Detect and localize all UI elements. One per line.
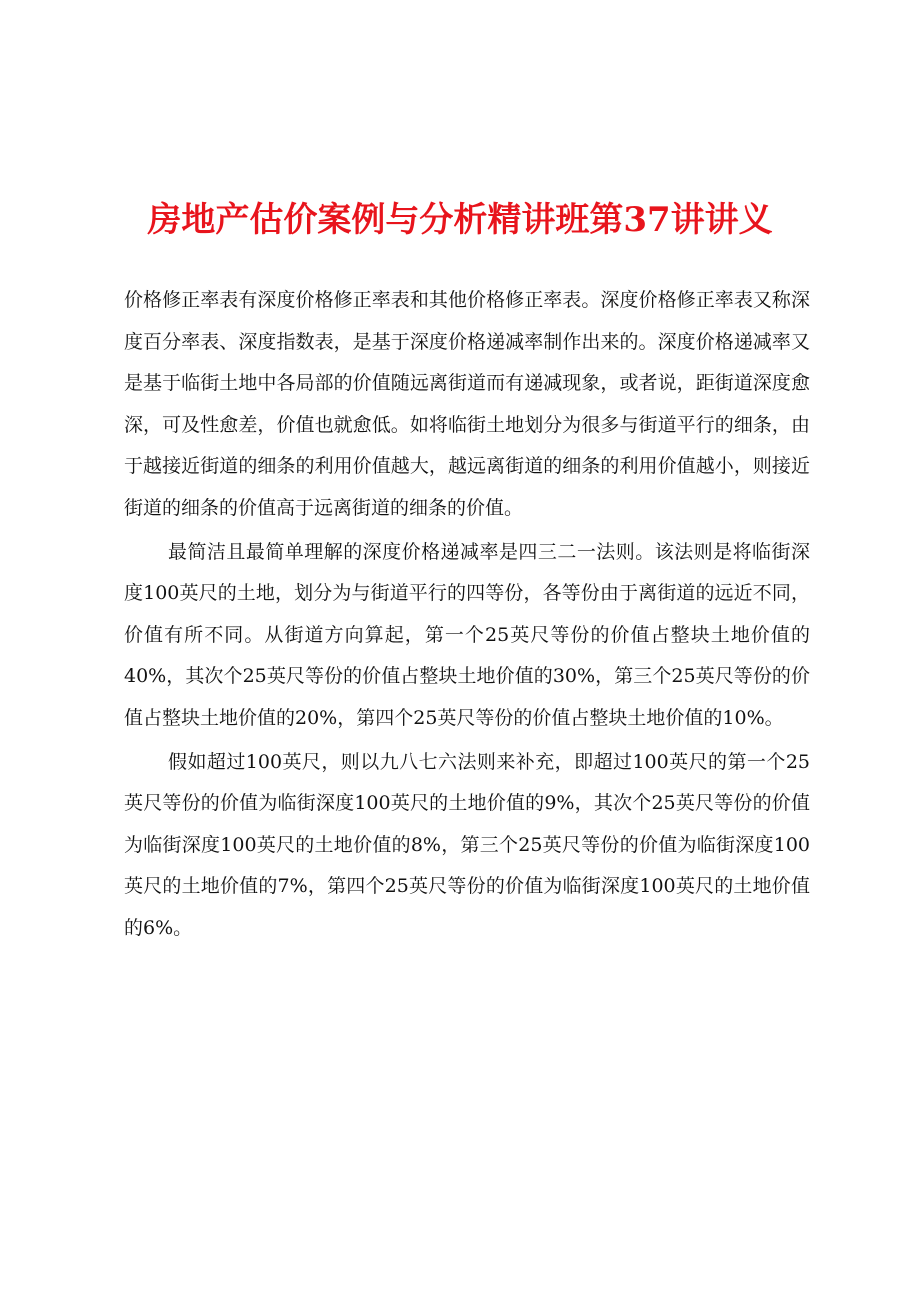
document-title: 房地产估价案例与分析精讲班第37讲讲义	[147, 200, 773, 240]
paragraph-9876-rule: 假如超过100英尺，则以九八七六法则来补充，即超过100英尺的第一个25英尺等份的价值为临街深度100英尺的土地价值的9%，其次个25英尺等份的价值为临街深度100英尺的土地价值的8%，第三个25英尺等份的价值为临街深度100英尺的土地价值的7%，第四个25英尺等份的价值为临街深度100英尺的土地价值的6%。	[124, 750, 810, 939]
paragraph-depth-price-table: 价格修正率表有深度价格修正率表和其他价格修正率表。深度价格修正率表又称深度百分率表、深度指数表，是基于深度价格递减率制作出来的。深度价格递减率又是基于临街土地中各局部的价值随远离街道而有递减现象，或者说，距街道深度愈深，可及性愈差，价值也就愈低。如将临街土地划分为很多与街道平行的细条，由于越接近街道的细条的利用价值越大，越远离街道的细条的利用价值越小，则接近街道的细条的价值高于远离街道的细条的价值。	[124, 289, 810, 519]
paragraph-4321-rule: 最简洁且最简单理解的深度价格递减率是四三二一法则。该法则是将临街深度100英尺的土地，划分为与街道平行的四等份，各等份由于离街道的远近不同，价值有所不同。从街道方向算起，第一个25英尺等份的价值占整块土地价值的40%，其次个25英尺等份的价值占整块土地价值的30%，第三个25英尺等份的价值占整块土地价值的20%，第四个25英尺等份的价值占整块土地价值的10%。	[124, 540, 810, 729]
document-body	[124, 280, 810, 952]
